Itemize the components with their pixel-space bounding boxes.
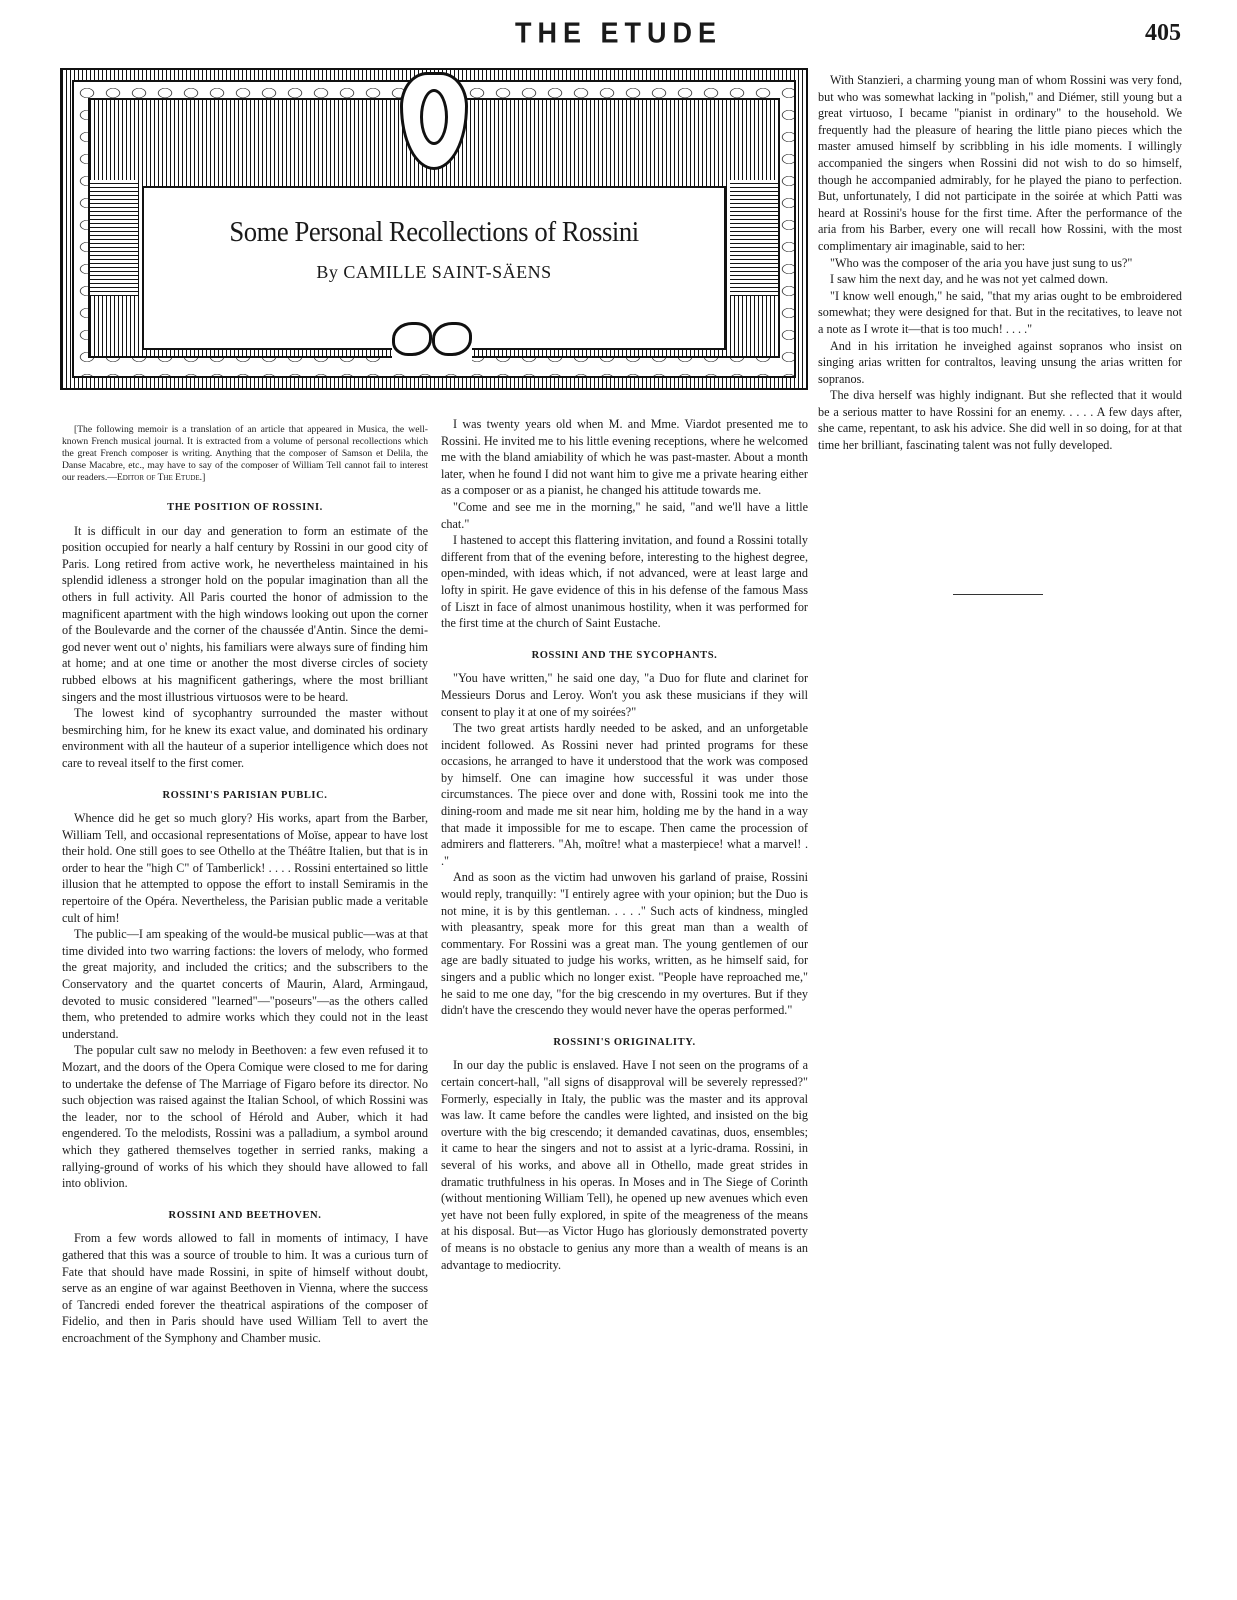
masthead [0, 14, 1237, 54]
title-banner [60, 68, 808, 390]
section-heading: ROSSINI AND BEETHOVEN. [168, 1209, 322, 1221]
column-left [62, 424, 428, 1347]
paragraph: I saw him the next day, and he was not yet calmed down. [830, 272, 1109, 287]
article-title: Some Personal Recollections of Rossini [229, 216, 639, 248]
paragraph: It is difficult in our day and generation to form an estimate of the position occupied for nearly a half century by Rossini in our good city of Paris. Long retired from active work, he nevertheless maintained in his splendid idleness a stronger hold on the popular imagination than all the others in full activity. All Paris courted the honor of admission to the magnificent apartment with the high windows looking out upon the corner of the Boulevarde and the corner of the chaussée d'Antin. Since the demi-god never went out o' nights, his familiars were always sure of finding him at home; and at one time or another the most diverse circles of society rubbed elbows at his magnificent gatherings, where the most brilliant singers and the most illustrious virtuosos were to be heard. [62, 523, 428, 704]
paragraph: "Who was the composer of the aria you have just sung to us?" [830, 255, 1133, 270]
paragraph: And as soon as the victim had unwoven his garland of praise, Rossini would reply, tranquilly: "I entirely agree with your opinion; but the Duo is not mine, it is by this gentleman. . . . ." Such acts of kindness, mingled with pleasantry, speak more for this great man than a wealth of commentary. For Rossini was a great man. The young gentlemen of our age are badly situated to judge his works, written, as he himself said, for singers and a public which no longer exist. "People have reproached me," he said to me one day, "for the big crescendo in my overtures. But if they didn't have the crescendo they would never have the operas performed." [441, 870, 808, 1018]
section-heading: THE POSITION OF ROSSINI. [167, 502, 323, 513]
article-byline: By CAMILLE SAINT-SÄENS [316, 262, 552, 282]
column-middle [441, 416, 808, 1273]
paragraph: The public—I am speaking of the would-be musical public—was at that time divided into two warring factions: the lovers of melody, who formed the great majority, and included the critics; and the subscribers to the Conservatory and the quartet concerts of Maurin, Alard, Armingaud, devoted to music considered "learned"—"poseurs"—as the others called them, who pretended to admire works which they could not in the least understand. [62, 927, 428, 1041]
paragraph: In our day the public is enslaved. Have I not seen on the programs of a certain concert-hall, "all signs of disapproval will be severely repressed?" Formerly, especially in Italy, the public was the master and its approval was law. It came before the candles were lighted, and insisted on the big overture with the big crescendo; it demanded cavatinas, duos, ensembles; it came to hear the singers and not to assist at a lyric-drama. Rossini, in several of his works, and above all in Othello, made great strides in dramatic truthfulness in his operas. In Moses and in The Siege of Corinth (without mentioning William Tell), he opened up new avenues which even yet have not been fully explored, in spite of the meagreness of the means at his disposal. But—as Victor Hugo has gloriously demonstrated poverty of means is no obstacle to genius any more than a wealth of means is an advantage to mediocrity. [441, 1058, 808, 1272]
paragraph: "You have written," he said one day, "a Duo for flute and clarinet for Messieurs Dorus and Leroy. Won't you ask these musicians if they will consent to play it at one of my soirées?" [441, 671, 808, 719]
striped-panel-left [90, 180, 138, 296]
paragraph: From a few words allowed to fall in moments of intimacy, I have gathered that this was a source of trouble to him. It was a curious turn of Fate that should have made Rossini, in spite of himself without doubt, serve as an engine of war against Beethoven in Vienna, where the success of Tancredi ended forever the theatrical aspirations of the composer of Fidelio, and then in Paris should have used William Tell to avert the encroachment of the Symphony and Chamber music. [62, 1231, 428, 1345]
editor-signature: —Editor of The Etude.] [107, 472, 206, 483]
paragraph: The lowest kind of sycophantry surrounded the master without besmirching him, for he knew its exact value, and dominated his ordinary environment with all the hauteur of a superior intelligence which does not care to reveal itself to the first comer. [62, 706, 428, 770]
paragraph: The two great artists hardly needed to be asked, and an unforgetable incident followed. As Rossini never had printed programs for these occasions, he arranged to have it understood that the work was composed by himself. One can imagine how successful it was under those circumstances. The piece over and done with, Rossini took me into the dining-room and made me sit near him, holding me by the hand in a way that made it impossible for me to escape. Then came the procession of admirers and flatterers. "Ah, moître! what a masterpiece! what a marvel! . ." [441, 721, 808, 868]
section-heading: ROSSINI'S PARISIAN PUBLIC. [162, 789, 328, 801]
ribbon-bow-ornament-icon [392, 316, 472, 370]
paragraph: Whence did he get so much glory? His works, apart from the Barber, William Tell, and occasional representations of Moïse, appear to have lost their hold. One still goes to see Othello at the Théâtre Italien, but that is in order to hear the "high C" of Tamberlick! . . . . Rossini entertained so little illusion that he attempted to oppose the effort to install Semiramis in the repertoire of the Opéra. Nevertheless, the Parisian public made a veritable cult of him! [62, 811, 428, 925]
paragraph: I hastened to accept this flattering invitation, and found a Rossini totally different from that of the evening before, interesting to the highest degree, open-minded, with ideas which, if not advanced, were at least large and lofty in spirit. He gave evidence of this in his defense of the famous Mass of Liszt in face of almost unanimous hostility, when it was performed for the first time at the church of Saint Eustache. [441, 533, 808, 631]
editor-note [62, 424, 428, 484]
paragraph: And in his irritation he inveighed against sopranos who insist on singing arias written for contraltos, leaving unsung the arias written for sopranos. [818, 338, 1182, 386]
column-right [818, 72, 1182, 454]
editor-note-text: [The following memoir is a translation of an article that appeared in Musica, the well-known French musical journal. It is extracted from a volume of personal recollections which the great French composer is writing. Anything that the composer of Samson et Delila, the Danse Macabre, etc., may have to say of the composer of William Tell cannot fail to interest our readers. [62, 424, 428, 483]
striped-panel-right [730, 180, 778, 296]
paragraph: The popular cult saw no melody in Beethoven: a few even refused it to Mozart, and the doors of the Opera Comique were closed to me for daring to undertake the defense of The Marriage of Figaro before its director. No such objection was raised against the Italian School, of which Rossini was the leader, nor to the school of Hérold and Auber, which it had engendered. To the melodists, Rossini was a palladium, a symbol around which they gathered themselves together in serried ranks, making a rallying-ground of works of his which they should have allowed to fall into oblivion. [62, 1043, 428, 1191]
paragraph: "Come and see me in the morning," he said, "and we'll have a little chat." [441, 499, 808, 531]
section-heading: ROSSINI AND THE SYCOPHANTS. [531, 649, 718, 661]
page-number: 405 [1145, 20, 1181, 46]
section-heading: ROSSINI'S ORIGINALITY. [553, 1036, 696, 1048]
paragraph: The diva herself was highly indignant. But she reflected that it would be a serious matter to have Rossini for an enemy. . . . . A few days after, she came, repentant, to ask his advice. She did well in so doing, for at that time her brilliant, fascinating talent was not fully developed. [818, 388, 1182, 453]
end-of-article-rule [953, 594, 1043, 595]
magazine-title: THE ETUDE [514, 17, 722, 49]
paragraph: "I know well enough," he said, "that my arias ought to be embroidered somewhat; they were designed for that. But in the recitatives, to leave not a note as I wrote it—that is too much! . . . ." [818, 288, 1182, 336]
paragraph: I was twenty years old when M. and Mme. Viardot presented me to Rossini. He invited me to his little evening receptions, where he welcomed me with the bland amiability of which he was past-master. About a month later, when he found I did not want him to give me a private hearing either as a composer or as a pianist, he changed his attitude towards me. [441, 417, 808, 498]
paragraph: With Stanzieri, a charming young man of whom Rossini was very fond, but who was somewhat lacking in "polish," and Diémer, still young but a great virtuoso, I became "pianist in ordinary" to the household. We frequently had the pleasure of hearing the little piano pieces which the master amused himself by scribbling in his idle moments. I willingly accompanied the singers when Rossini did not wish to do so himself, though he accompanied admirably, for he played the piano to perfection. But, unfortunately, I did not participate in the soirée at which Patti was heard at Rossini's house for the first time. After the performance of the aria from his Barber, every one will recall how Rossini, with the most complimentary air imaginable, said to her: [818, 73, 1182, 253]
